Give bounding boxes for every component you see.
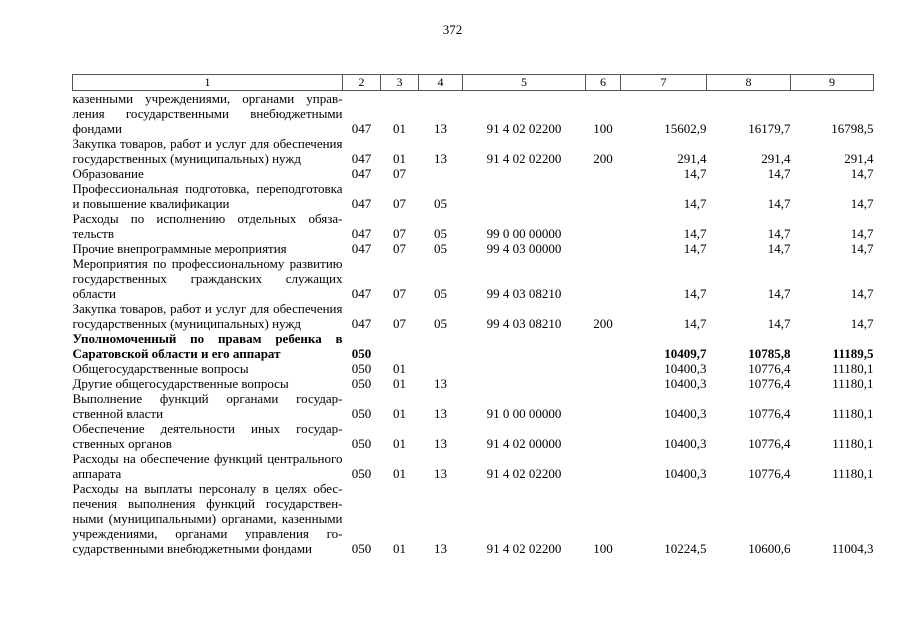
column-header-5: 5 (463, 75, 586, 91)
cell-c4: 13 (434, 376, 447, 391)
cell-c5: 91 4 02 00000 (486, 436, 562, 451)
cell-c4: 13 (434, 541, 447, 556)
row-label: Профессиональная подготовка, переподготовка и повышение квалификации (72, 181, 343, 211)
cell-c9: 14,7 (850, 196, 874, 211)
row-label: казенными учреждениями, органами управления государственными внебюджетными фондами (72, 91, 343, 136)
cell-c9: 11180,1 (832, 361, 874, 376)
cell-c9: 14,7 (850, 241, 874, 256)
cell-c3: 07 (393, 226, 406, 241)
row-label: Закупка товаров, работ и услуг для обеспечения государственных (муниципальных) нужд (72, 136, 343, 166)
row-label: Мероприятия по профессиональному развитию государственных гражданских служащих области (72, 256, 343, 301)
cell-c9: 291,4 (844, 151, 874, 166)
table-row (73, 211, 874, 241)
cell-c6 (586, 451, 621, 481)
cell-c7: 10400,3 (664, 436, 707, 451)
table-row (73, 241, 874, 256)
cell-c4: 05 (434, 226, 447, 241)
cell-c5: 99 4 03 00000 (486, 241, 562, 256)
cell-c6 (586, 181, 621, 211)
cell-c6 (586, 241, 621, 256)
cell-c7: 10400,3 (664, 361, 707, 376)
row-label: Выполнение функций органами государственной власти (72, 391, 343, 421)
cell-c8: 10776,4 (748, 406, 791, 421)
cell-c3: 07 (393, 316, 406, 331)
cell-c2: 050 (351, 466, 372, 481)
cell-c6 (586, 331, 621, 361)
cell-c2: 050 (351, 376, 372, 391)
cell-c2: 047 (351, 316, 372, 331)
cell-c9: 14,7 (850, 286, 874, 301)
row-label: Обеспечение деятельности иных государственных органов (72, 421, 343, 451)
cell-c6 (586, 361, 621, 376)
cell-c8: 10785,8 (748, 346, 791, 361)
cell-c9: 14,7 (850, 316, 874, 331)
cell-c7: 10224,5 (664, 541, 707, 556)
cell-c2: 050 (351, 406, 372, 421)
cell-c8: 10776,4 (748, 376, 791, 391)
table-row (73, 376, 874, 391)
cell-c3: 07 (393, 166, 406, 181)
cell-c6: 100 (593, 541, 613, 556)
table-row (73, 181, 874, 211)
cell-c2: 047 (351, 241, 372, 256)
cell-c5: 99 4 03 08210 (486, 316, 562, 331)
table-row (73, 256, 874, 301)
row-label: Другие общегосударственные вопросы (72, 376, 289, 391)
cell-c2: 050 (351, 436, 372, 451)
cell-c2: 047 (351, 151, 372, 166)
cell-c2: 050 (351, 361, 372, 376)
column-header-4: 4 (419, 75, 463, 91)
cell-c5: 91 4 02 02200 (486, 541, 562, 556)
table-row (73, 451, 874, 481)
cell-c8: 14,7 (767, 166, 791, 181)
cell-c7: 10409,7 (664, 346, 707, 361)
cell-c8: 291,4 (761, 151, 791, 166)
table-row (73, 361, 874, 376)
cell-c3: 01 (393, 121, 406, 136)
cell-c6 (586, 166, 621, 181)
cell-c5: 91 4 02 02200 (486, 151, 562, 166)
row-label: Прочие внепрограммные мероприятия (72, 241, 287, 256)
cell-c2: 047 (351, 196, 372, 211)
cell-c9: 11004,3 (831, 541, 874, 556)
cell-c4: 13 (434, 406, 447, 421)
table-row (73, 391, 874, 421)
table-row (73, 91, 874, 137)
cell-c4: 13 (434, 151, 447, 166)
cell-c8: 14,7 (767, 241, 791, 256)
cell-c4 (419, 166, 463, 181)
row-label: Закупка товаров, работ и услуг для обеспечения государственных (муниципальных) нужд (72, 301, 343, 331)
cell-c8: 14,7 (767, 286, 791, 301)
cell-c7: 10400,3 (664, 406, 707, 421)
cell-c5: 99 4 03 08210 (486, 286, 562, 301)
cell-c7: 291,4 (677, 151, 707, 166)
cell-c5 (463, 361, 586, 376)
cell-c6 (586, 256, 621, 301)
cell-c9: 11180,1 (832, 466, 874, 481)
cell-c7: 14,7 (683, 316, 707, 331)
cell-c9: 16798,5 (831, 121, 874, 136)
cell-c6 (586, 376, 621, 391)
cell-c2: 047 (351, 286, 372, 301)
cell-c3: 01 (393, 541, 406, 556)
cell-c4 (419, 331, 463, 361)
row-label: Расходы по исполнению отдельных обязательств (72, 211, 343, 241)
cell-c3: 01 (393, 376, 406, 391)
table-row (73, 136, 874, 166)
cell-c7: 10400,3 (664, 466, 707, 481)
table-row (73, 331, 874, 361)
cell-c9: 11189,5 (832, 346, 874, 361)
cell-c4: 05 (434, 196, 447, 211)
cell-c8: 10776,4 (748, 361, 791, 376)
cell-c2: 047 (351, 166, 372, 181)
cell-c3: 01 (393, 406, 406, 421)
cell-c9: 14,7 (850, 226, 874, 241)
row-label: Расходы на выплаты персоналу в целях обеспечения выполнения функций государственными (муниципальными) органами, казенными учреждениями, органами управления государственными внебюджетными фондами (72, 481, 343, 556)
cell-c2: 047 (351, 226, 372, 241)
cell-c3: 01 (393, 436, 406, 451)
cell-c6: 100 (593, 121, 613, 136)
cell-c6: 200 (593, 316, 613, 331)
cell-c7: 14,7 (683, 196, 707, 211)
table-row (73, 301, 874, 331)
cell-c9: 14,7 (850, 166, 874, 181)
cell-c5: 91 0 00 00000 (486, 406, 562, 421)
cell-c3: 07 (393, 196, 406, 211)
column-header-3: 3 (381, 75, 419, 91)
cell-c6 (586, 391, 621, 421)
cell-c9: 11180,1 (832, 376, 874, 391)
cell-c8: 14,7 (767, 196, 791, 211)
column-header-9: 9 (791, 75, 874, 91)
table-row (73, 166, 874, 181)
table-body (73, 91, 874, 557)
table-header (73, 75, 874, 91)
cell-c5 (463, 166, 586, 181)
cell-c9: 11180,1 (832, 436, 874, 451)
cell-c5 (463, 376, 586, 391)
budget-table (72, 74, 874, 556)
cell-c8: 16179,7 (748, 121, 791, 136)
cell-c7: 14,7 (683, 226, 707, 241)
cell-c7: 14,7 (683, 286, 707, 301)
cell-c4: 13 (434, 466, 447, 481)
cell-c8: 14,7 (767, 226, 791, 241)
cell-c5 (463, 181, 586, 211)
cell-c4: 13 (434, 436, 447, 451)
cell-c5: 91 4 02 02200 (486, 466, 562, 481)
cell-c5: 91 4 02 02200 (486, 121, 562, 136)
table-row (73, 481, 874, 556)
cell-c3: 01 (393, 361, 406, 376)
cell-c8: 10776,4 (748, 436, 791, 451)
cell-c7: 15602,9 (664, 121, 707, 136)
cell-c4: 05 (434, 286, 447, 301)
cell-c6 (586, 421, 621, 451)
row-label: Общегосударственные вопросы (72, 361, 249, 376)
cell-c3 (381, 331, 419, 361)
cell-c5 (463, 331, 586, 361)
row-label: Уполномоченный по правам ребенка в Саратовской области и его аппарат (72, 331, 343, 361)
column-header-7: 7 (621, 75, 707, 91)
table-row (73, 421, 874, 451)
cell-c8: 10600,6 (748, 541, 791, 556)
cell-c4: 13 (434, 121, 447, 136)
cell-c2: 050 (351, 541, 372, 556)
cell-c8: 14,7 (767, 316, 791, 331)
cell-c3: 01 (393, 466, 406, 481)
table-header-row (73, 75, 874, 91)
cell-c2: 050 (351, 346, 372, 361)
page-number: 372 (442, 22, 463, 37)
cell-c7: 14,7 (683, 166, 707, 181)
cell-c3: 01 (393, 151, 406, 166)
cell-c6: 200 (593, 151, 613, 166)
cell-c4 (419, 361, 463, 376)
cell-c4: 05 (434, 316, 447, 331)
cell-c6 (586, 211, 621, 241)
column-header-1: 1 (73, 75, 343, 91)
cell-c8: 10776,4 (748, 466, 791, 481)
cell-c5: 99 0 00 00000 (486, 226, 562, 241)
cell-c7: 14,7 (683, 241, 707, 256)
cell-c2: 047 (351, 121, 372, 136)
column-header-8: 8 (707, 75, 791, 91)
cell-c7: 10400,3 (664, 376, 707, 391)
row-label: Расходы на обеспечение функций центрального аппарата (72, 451, 343, 481)
row-label: Образование (72, 166, 144, 181)
cell-c4: 05 (434, 241, 447, 256)
cell-c3: 07 (393, 286, 406, 301)
column-header-2: 2 (343, 75, 381, 91)
column-header-6: 6 (586, 75, 621, 91)
cell-c9: 11180,1 (832, 406, 874, 421)
cell-c3: 07 (393, 241, 406, 256)
